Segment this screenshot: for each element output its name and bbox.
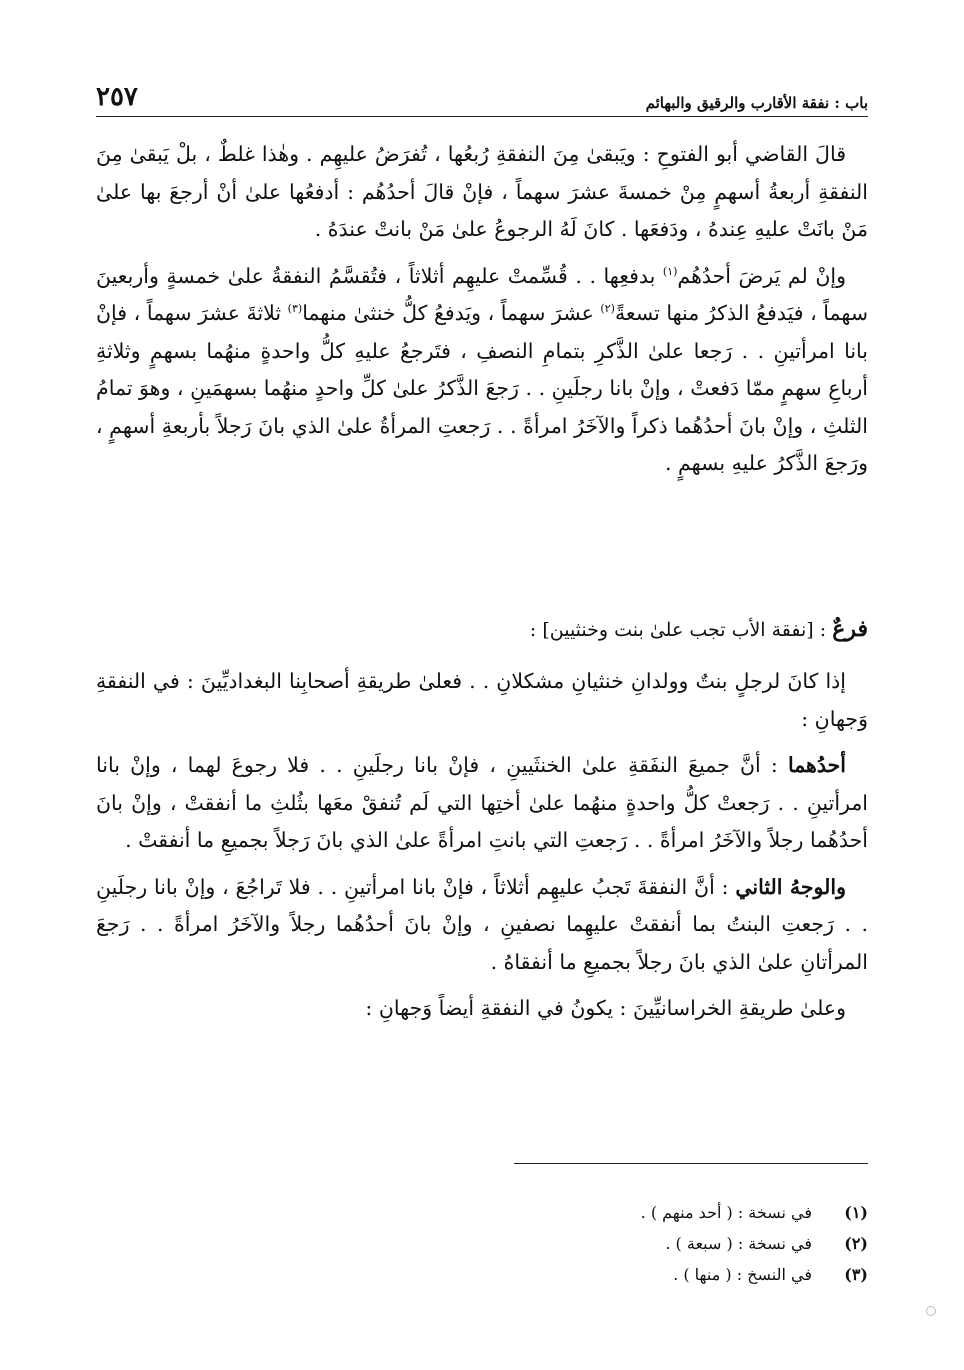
paragraph-5-lead: والوجهُ الثاني	[735, 874, 846, 899]
footnote-text: في نسخة : ( سبعة ) .	[665, 1234, 812, 1253]
scan-mark	[926, 1306, 936, 1316]
footnote-divider	[514, 1163, 868, 1164]
paragraph-4-lead: أحدُهما	[787, 753, 846, 777]
footnote-text: في نسخة : ( أحد منهم ) .	[640, 1203, 812, 1222]
footnote-ref-3: (٣)	[287, 302, 303, 316]
footnote-number: (١)	[844, 1203, 868, 1222]
footnote-item	[96, 1259, 868, 1290]
footnote-number: (٢)	[844, 1234, 868, 1253]
footnote-ref-2: (٢)	[600, 302, 615, 316]
body-section-2	[96, 663, 868, 1028]
paragraph-2-part-d: ثلاثةَ عشرَ سهماً ، فإنْ بانا امرأتينِ . . رَجعا علىٰ الذَّكرِ بتمامِ النصفِ ، فتَرجعُ عليهِ كلُّ واحدةٍ منهُما بسهمٍ وثلاثةِ أرباعِ سهمٍ ممّا دَفعتْ ، وإنْ بانا رجلَينِ . . رَجعَ الذَّكرُ علىٰ كلِّ واحدٍ منهُما بسهمَينِ ، وهوَ تمامُ الثلثِ ، وإنْ بانَ أحدُهُما ذكراً والآخَرُ امرأةً . . رَجعتِ المرأةُ علىٰ الذي بانَ رَجلاً بأربعةِ أسهمٍ ، ورَجعَ الذَّكرُ عليهِ بسهمٍ .	[96, 301, 868, 475]
paragraph-2	[96, 258, 868, 483]
section-heading-text: : [نفقة الأب تجب علىٰ بنت وخنثيين] :	[529, 619, 833, 641]
footnote-ref-1: (١)	[662, 264, 678, 278]
paragraph-3: إذا كانَ لرجلٍ بنتٌ وولدانِ خنثيانِ مشكلانِ . . فعلىٰ طريقةِ أصحابِنا البغداديِّينَ : في النفقةِ وَجهانِ :	[96, 669, 868, 731]
paragraph-4	[96, 747, 868, 860]
footnote-number: (٣)	[844, 1265, 868, 1284]
paragraph-1: قالَ القاضي أبو الفتوحِ : ويَبقىٰ مِنَ النفقةِ رُبعُها ، تُفرَضُ عليهِم . وهٰذا غلطٌ ، بلْ يَبقىٰ مِنَ النفقةِ أربعةُ أسهمٍ مِنْ خمسةَ عشرَ سهماً ، فإنْ قالَ أحدُهُم : أدفعُها علىٰ أنْ أرجعَ بها علىٰ مَنْ بانَتْ عليهِ عِندهُ ، ودَفعَها . كانَ لَهُ الرجوعُ علىٰ مَنْ بانتْ عندَهُ .	[96, 142, 868, 241]
footnote-item	[96, 1228, 868, 1259]
paragraph-2-part-c: عشرَ سهماً ، ويَدفعُ كلُّ خنثىٰ منهما	[302, 301, 601, 325]
body-section-1	[96, 136, 868, 483]
footnotes	[96, 1197, 868, 1290]
section-heading	[96, 612, 868, 647]
paragraph-2-part-a: وإنْ لم يَرضَ أحدُهُم	[677, 263, 846, 288]
paragraph-4-text: : أنَّ جميعَ النفَقةِ علىٰ الخنثَيينِ ، فإنْ بانا رجلَينِ . . فلا رجوعَ لهما ، وإنْ بانا امرأتينِ . . رَجعتْ كلُّ واحدةٍ منهُما علىٰ أختِها التي لَم تُنفقْ معَها بثُلثِ ما أنفقتْ ، وإنْ بانَ أحدُهُما رجلاً والآخَرُ امرأةً . . رَجعتِ التي بانتِ امرأةً علىٰ الذي بانَ رَجلاً بجميعِ ما أنفقتْ .	[96, 753, 868, 852]
paragraph-2-part-b: بدفعِها . . قُسِّمتْ عليهِم أثلاثاً ، فتُقسَّمُ النفقةُ علىٰ خمسةٍ وأربعينَ سهماً ، فيَدفعُ الذكرُ منها تسعةً	[96, 263, 868, 325]
page-number: ٢٥٧	[96, 82, 138, 112]
footnote-item	[96, 1197, 868, 1228]
footnote-text: في النسخ : ( منها ) .	[673, 1265, 812, 1284]
paragraph-5-text: : أنَّ النفقةَ تَجبُ عليهِم أثلاثاً ، فإنْ بانا امرأتينِ . . فلا تَراجُعَ ، وإنْ بانا رجلَينِ . . رَجعتِ البنتُ بما أنفقتْ عليهِما نصفينِ ، وإنْ بانَ أحدُهُما رجلاً والآخَرُ امرأةً . . رَجعَ المرأتانِ علىٰ الذي بانَ رجلاً بجميعِ ما أنفقاهُ .	[96, 874, 868, 974]
paragraph-6: وعلىٰ طريقةِ الخراسانيِّينَ : يكونُ في النفقةِ أيضاً وَجهانِ :	[365, 996, 846, 1020]
section-far-label: فرعٌ	[832, 616, 868, 642]
paragraph-5	[96, 869, 868, 982]
running-title: باب : نفقة الأقارب والرقيق والبهائم	[645, 94, 868, 112]
page-header	[96, 78, 868, 117]
